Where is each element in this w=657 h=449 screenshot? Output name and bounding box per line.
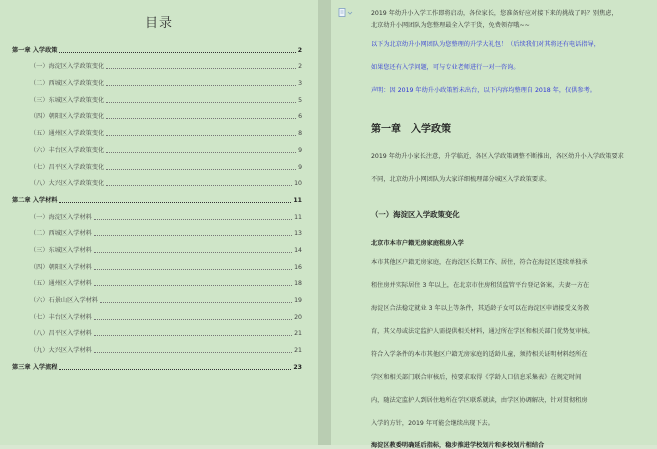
bottom-heading: 海淀区教委明确延后指标，稳步推进学校划片和多校划片相结合 [371, 442, 545, 449]
toc-leader-dots [106, 85, 296, 86]
toc-leader-dots [106, 185, 292, 186]
toc-leader-dots [94, 219, 292, 220]
toc-entry-label: （六）石景山区入学材料 [30, 297, 99, 304]
toc-leader-dots [106, 102, 296, 103]
toc-page-number: 13 [294, 230, 302, 238]
toc-entry[interactable] [12, 322, 302, 339]
toc-leader-dots [94, 352, 292, 353]
toc-entry[interactable] [12, 338, 302, 355]
toc-leader-dots [94, 235, 292, 236]
toc-page [0, 0, 318, 445]
toc-entry[interactable] [12, 172, 302, 189]
toc-page-number: 11 [294, 213, 302, 221]
toc-entry-label: 第二章 入学材料 [12, 196, 58, 204]
toc-page-number: 21 [294, 330, 302, 338]
blue-note-2: 如果您还有入学问题，可与专业老师进行一对一咨询。 [371, 64, 520, 71]
toc-leader-dots [59, 52, 295, 53]
toc-entry[interactable] [12, 88, 302, 105]
toc-leader-dots [94, 319, 292, 320]
para3-line-2: 学区和相关部门联合审核后，按要求取得《学龄人口信息采集表》在规定时间 [371, 374, 582, 381]
toc-entry[interactable] [12, 305, 302, 322]
sub-heading: 北京市本市户籍无房家庭租房入学 [371, 240, 464, 247]
para1-line-1: 2019 年幼升小家长注意，升学临近，各区入学政策调整不断推出，各区幼升小入学政策要求 [371, 153, 624, 160]
toc-page-number: 6 [298, 113, 302, 121]
toc-chapter-entry[interactable] [12, 355, 302, 372]
intro-line-1: 2019 年幼升小入学工作即将启动，各位家长，您准备好应对接下来的挑战了吗？别焦虑， [371, 10, 618, 17]
toc-leader-dots [106, 68, 296, 69]
toc-leader-dots [106, 169, 296, 170]
toc-entry-label: （五）通州区入学材料 [30, 280, 92, 288]
toc-page-number: 19 [294, 297, 302, 304]
toc-entry-label: （一）海淀区入学政策变化 [30, 63, 105, 71]
toc-leader-dots [59, 202, 291, 203]
toc-entry[interactable] [12, 138, 302, 155]
toc-leader-dots [94, 285, 292, 286]
toc-entry-label: （三）东城区入学材料 [30, 246, 92, 254]
toc-entry-label: （二）西城区入学政策变化 [30, 80, 105, 88]
toc-entry-label: （一）海淀区入学材料 [30, 213, 92, 221]
toc-page-number: 3 [298, 80, 302, 88]
toc-leader-dots [106, 135, 296, 136]
toc-page-number: 9 [298, 163, 302, 171]
toc-entry-label: 第三章 入学流程 [12, 363, 58, 371]
toc-page-number: 2 [298, 63, 302, 71]
blue-note-3: 声明：因 2019 年幼升小政策暂未出台，以下内容均整理自 2018 年，仅供参考。 [371, 87, 596, 94]
toc-page-number: 5 [298, 96, 302, 104]
blue-note-1: 以下为北京幼升小网团队为您整理的升学大礼包！（后续我们对其将还有电话指导， [371, 41, 600, 48]
toc-page-number: 16 [294, 263, 302, 271]
toc-entry-label: （四）朝阳区入学政策变化 [30, 113, 105, 121]
toc-page-number: 23 [293, 363, 302, 371]
section-heading: （一）海淀区入学政策变化 [371, 210, 460, 219]
toc-entry[interactable] [12, 222, 302, 239]
toc-page-number: 21 [294, 347, 302, 355]
toc-entry[interactable] [12, 121, 302, 138]
toc-entry-label: （四）朝阳区入学材料 [30, 263, 92, 271]
toc-entry-label: （三）东城区入学政策变化 [30, 96, 105, 104]
toc-entry-label: （六）丰台区入学政策变化 [30, 146, 105, 154]
toc-page-number: 20 [294, 313, 302, 321]
toc-title: 目录 [144, 16, 173, 31]
toc-entry-label: （七）丰台区入学材料 [30, 313, 92, 321]
toc-leader-dots [100, 302, 292, 303]
toc-leader-dots [106, 118, 296, 119]
para2-line-4: 育，其父母或法定监护人需提供相关材料，通过所在学区和相关部门优势复审核。 [371, 328, 594, 335]
document-icon[interactable] [338, 8, 354, 18]
toc-chapter-entry[interactable] [12, 188, 302, 205]
toc-page-number: 10 [294, 180, 302, 188]
para3-line-4: 入学的方针，2019 年可能会继续出现下去。 [371, 420, 494, 427]
toc-page-number: 11 [293, 196, 302, 204]
toc-list [12, 38, 302, 372]
toc-leader-dots [94, 269, 292, 270]
toc-entry-label: 第一章 入学政策 [12, 46, 58, 54]
toc-entry-label: （八）昌平区入学材料 [30, 330, 92, 338]
toc-entry[interactable] [12, 288, 302, 305]
toc-page-number: 9 [298, 146, 302, 154]
toc-entry-label: （九）大兴区入学材料 [30, 347, 92, 355]
toc-page-number: 8 [298, 130, 302, 138]
toc-entry[interactable] [12, 272, 302, 289]
toc-entry[interactable] [12, 255, 302, 272]
toc-entry[interactable] [12, 205, 302, 222]
toc-leader-dots [94, 252, 292, 253]
toc-entry-label: （二）西城区入学材料 [30, 230, 92, 238]
para1-line-2: 不同，北京幼升小网团队为大家详细梳理部分城区入学政策要求。 [371, 176, 551, 183]
toc-leader-dots [94, 335, 292, 336]
toc-entry[interactable] [12, 155, 302, 172]
para2-line-3: 海淀区合法稳定就业 3 年以上等条件，其适龄子女可以在海淀区申请接受义务教 [371, 305, 590, 312]
toc-page-number: 18 [294, 280, 302, 288]
toc-entry-label: （五）通州区入学政策变化 [30, 130, 105, 138]
para2-line-2: 租住房并实际居住 3 年以上，在北京市住房租赁监管平台登记备案，夫妻一方在 [371, 282, 590, 289]
toc-entry-label: （七）昌平区入学政策变化 [30, 163, 105, 171]
toc-entry-label: （八）大兴区入学政策变化 [30, 180, 105, 188]
page-gutter [318, 0, 331, 445]
toc-entry[interactable] [12, 238, 302, 255]
toc-leader-dots [106, 152, 296, 153]
toc-page-number: 2 [297, 46, 302, 54]
toc-entry[interactable] [12, 105, 302, 122]
para3-line-1: 符合入学条件的本市其他区户籍无房家庭的适龄儿童，须持相关证明材料经所在 [371, 351, 588, 358]
toc-chapter-entry[interactable] [12, 38, 302, 55]
para3-line-3: 内，随法定监护人到居住地所在学区联系就读，由学区协调解决，针对贯彻租房 [371, 397, 588, 404]
toc-leader-dots [59, 369, 291, 370]
toc-entry[interactable] [12, 55, 302, 72]
intro-line-2: 北京幼升小网团队为您整理最全入学干货，免费领存哦~~ [371, 22, 530, 29]
chapter-heading: 第一章 入学政策 [371, 124, 451, 135]
para2-line-1: 本市其他区户籍无房家庭，在海淀区长期工作、居住，符合在海淀区连续单独承 [371, 259, 588, 266]
toc-entry[interactable] [12, 71, 302, 88]
toc-page-number: 14 [294, 246, 302, 254]
